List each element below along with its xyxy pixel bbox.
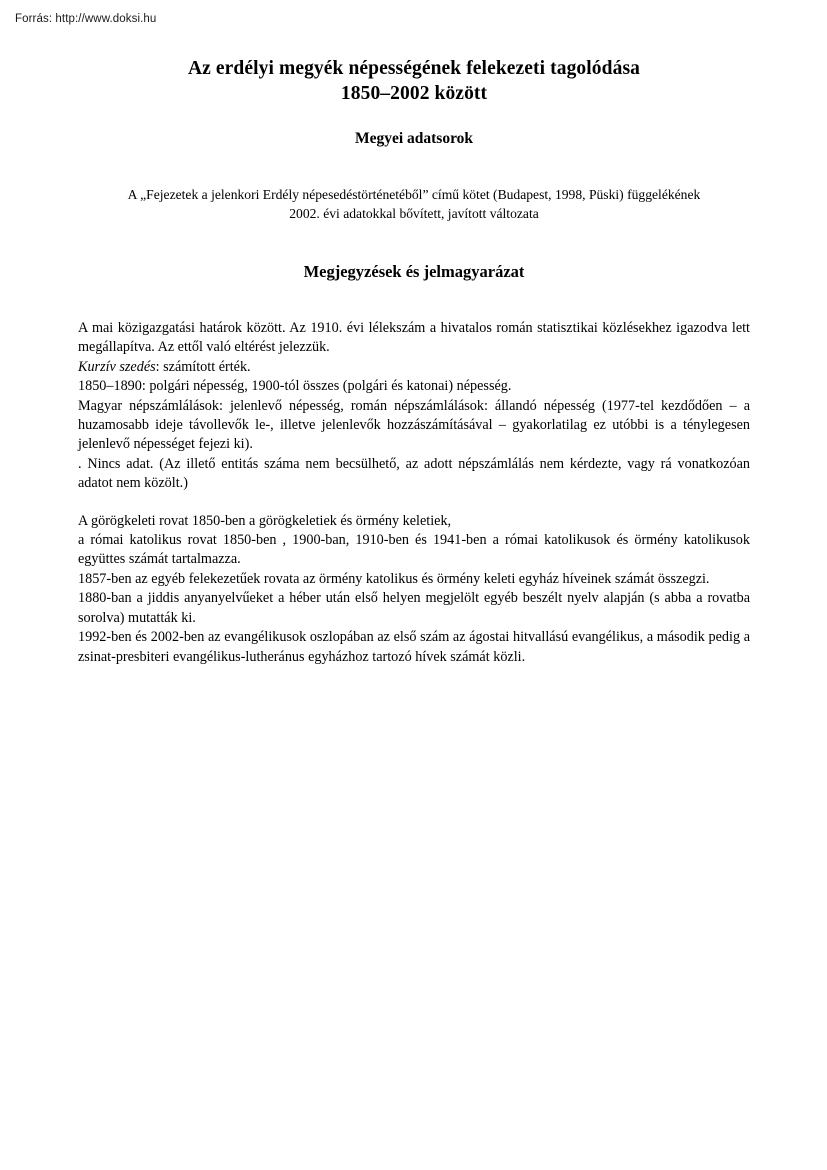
document-subtitle: Megyei adatsorok	[354, 130, 474, 147]
citation-line-2: 2002. évi adatokkal bővített, javított változata	[289, 206, 539, 221]
section-heading-notes: Megjegyzések és jelmagyarázat	[303, 262, 525, 281]
citation-block	[78, 185, 750, 223]
notes-section	[78, 319, 750, 667]
note-italic-legend	[78, 358, 750, 377]
page-title	[78, 56, 750, 106]
title-line-2: 1850–2002 között	[340, 83, 488, 104]
note-census-definitions: Magyar népszámlálások: jelenlevő népesség, román népszámlálások: állandó népesség (1977-tel kezdődően – a huzamosabb ideje távollevők le-, illetve jelenlevők hozzászámításával – gyakorlatilag ez utóbbi is a ténylegesen jelenlevő népességet fejezi ki).	[78, 397, 750, 453]
note-administrative-borders: A mai közigazgatási határok között. Az 1910. évi lélekszám a hivatalos román statisztikai közlésekhez igazodva lett megállapítva. Az ettől való eltérést jelezzük.	[78, 320, 750, 356]
note-no-data-symbol: . Nincs adat. (Az illető entitás száma nem becsülhető, az adott népszámlálás nem kérdezte, vagy rá vonatkozóan adatot nem közölt.)	[78, 455, 750, 492]
citation-line-1: A „Fejezetek a jelenkori Erdély népesedéstörténetéből” című kötet (Budapest, 1998, Püski) függelékének	[127, 187, 701, 202]
note-lutheran-1992-2002: 1992-ben és 2002-ben az evangélikusok oszlopában az első szám az ágostai hitvallású evangélikus, a második pedig a zsinat-presbiteri evangélikus-lutheránus egyházhoz tartozó hívek számát közli.	[78, 629, 750, 665]
notes-block-two	[78, 512, 750, 667]
note-other-denominations-1857: 1857-ben az egyéb felekezetűek rovata az örmény katolikus és örmény keleti egyház híveinek számát összegzi.	[78, 570, 710, 587]
source-url-header: Forrás: http://www.doksi.hu	[15, 13, 157, 25]
title-line-1: Az erdélyi megyék népességének felekezeti tagolódása	[188, 58, 640, 79]
italic-legend-term: Kurzív szedés	[78, 358, 156, 375]
note-orthodox-column: A görögkeleti rovat 1850-ben a görögkeletiek és örmény keletiek,	[78, 512, 452, 529]
note-roman-catholic-column: a római katolikus rovat 1850-ben , 1900-ban, 1910-ben és 1941-ben a római katolikusok és örmény katolikusok együttes számát tartalmazza.	[78, 532, 750, 568]
notes-block-one	[78, 319, 750, 494]
note-yiddish-1880: 1880-ban a jiddis anyanyelvűeket a héber után első helyen megjelölt egyéb beszélt nyelv alapján (s abba a rovatba sorolva) mutatták ki.	[78, 590, 750, 626]
note-population-years: 1850–1890: polgári népesség, 1900-tól összes (polgári és katonai) népesség.	[78, 378, 512, 395]
italic-legend-definition: : számított érték.	[155, 358, 251, 375]
document-content	[78, 0, 750, 667]
